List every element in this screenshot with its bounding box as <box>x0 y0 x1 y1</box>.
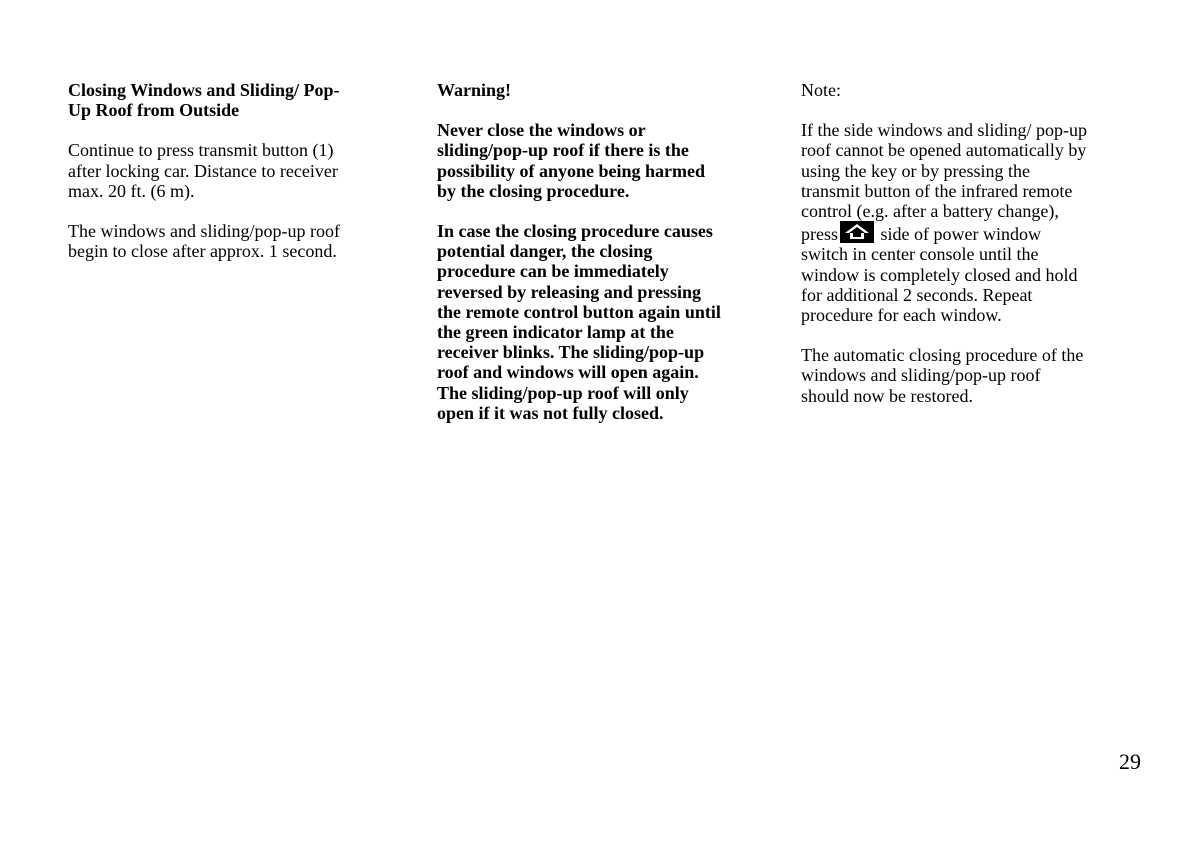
text-line: switch in center console until the <box>801 244 1039 265</box>
warning-paragraph <box>437 120 767 201</box>
text-line: transmit button of the infrared remote <box>801 180 1073 201</box>
text-line: Never close the windows or <box>437 120 646 141</box>
restoration-paragraph <box>801 345 1146 406</box>
text-line: open if it was not fully closed. <box>437 402 664 423</box>
text-line: The sliding/pop-up roof will only <box>437 382 689 403</box>
warning-heading: Warning! <box>437 80 512 100</box>
press-word: press <box>801 224 838 245</box>
column-note <box>801 80 1146 426</box>
text-line: potential danger, the closing <box>437 241 653 262</box>
page-number: 29 <box>1119 749 1141 774</box>
text-line: possibility of anyone being harmed <box>437 160 706 181</box>
note-heading: Note: <box>801 80 841 100</box>
text-line: by the closing procedure. <box>437 180 630 201</box>
text-line: the remote control button again until <box>437 301 721 322</box>
column-closing-from-outside <box>68 80 388 281</box>
text-line: sliding/pop-up roof if there is the <box>437 140 689 161</box>
text-line: procedure can be immediately <box>437 261 669 282</box>
text-line: roof cannot be opened automatically by <box>801 140 1087 161</box>
text-line: If the side windows and sliding/ pop-up <box>801 120 1087 141</box>
text-line: windows and sliding/pop-up roof <box>801 365 1041 386</box>
note-paragraph <box>801 120 1146 325</box>
heading-line: Closing Windows and Sliding/ Pop- <box>68 80 340 100</box>
heading-line: Up Roof from Outside <box>68 100 240 121</box>
text-line: control (e.g. after a battery change), <box>801 201 1059 222</box>
instruction-paragraph <box>68 140 388 201</box>
reversal-paragraph <box>437 221 767 423</box>
text-line: Continue to press transmit button (1) <box>68 140 334 161</box>
text-line: begin to close after approx. 1 second. <box>68 241 337 262</box>
text-line: The windows and sliding/pop-up roof <box>68 221 340 242</box>
text-line: roof and windows will open again. <box>437 362 699 383</box>
text-line: In case the closing procedure causes <box>437 221 713 242</box>
after-icon-text: side of power window <box>880 224 1041 245</box>
text-line: window is completely closed and hold <box>801 264 1078 285</box>
text-line: for additional 2 seconds. Repeat <box>801 284 1033 305</box>
text-line: reversed by releasing and pressing <box>437 281 702 302</box>
text-line: procedure for each window. <box>801 305 1002 326</box>
text-line: receiver blinks. The sliding/pop-up <box>437 342 705 363</box>
window-switch-up-icon <box>840 221 874 243</box>
text-line: max. 20 ft. (6 m). <box>68 180 195 201</box>
closing-timing-paragraph <box>68 221 388 261</box>
text-line: using the key or by pressing the <box>801 160 1030 181</box>
text-line-with-icon <box>801 221 1146 244</box>
column-warning <box>437 80 767 443</box>
text-line: The automatic closing procedure of the <box>801 345 1084 366</box>
text-line: should now be restored. <box>801 385 973 406</box>
text-line: the green indicator lamp at the <box>437 322 674 343</box>
text-line: after locking car. Distance to receiver <box>68 160 338 181</box>
section-heading <box>68 80 388 120</box>
